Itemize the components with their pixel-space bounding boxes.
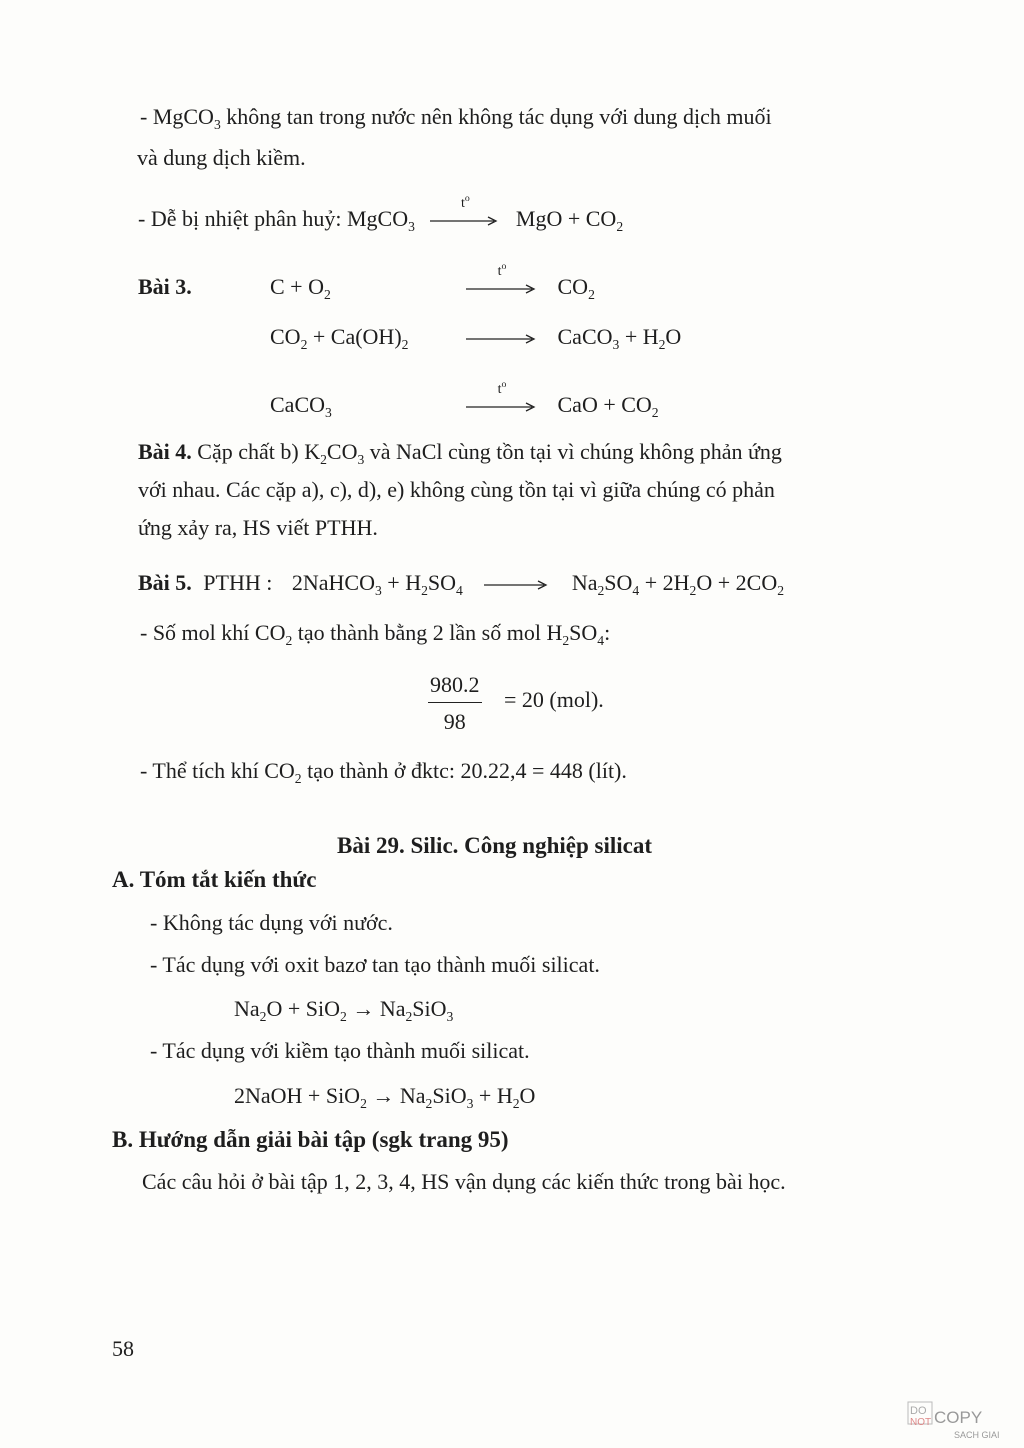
reaction-arrow: $t^o$ (466, 283, 538, 295)
section-title: Bài 29. Silic. Công nghiệp silicat (337, 833, 653, 858)
exercise-label: Bài 3. (138, 274, 192, 299)
paragraph-line: với nhau. Các cặp a), c), d), e) không cùng tồn tại vì giữa chúng có phản (138, 477, 775, 502)
subsection-heading: A. Tóm tắt kiến thức (112, 867, 317, 892)
paragraph-line: - Thể tích khí $CO_2$ tạo thành ở đktc: 20.22,4 = 448 (lít). (140, 758, 627, 786)
reactant: 2NaHCO$_3$ + $H_2SO_4$ (291, 570, 463, 598)
equation-line (138, 570, 785, 598)
equation-arrow-row (466, 261, 595, 302)
product: $Na_2SO_4 + 2H_2O + 2CO_2$ (571, 570, 785, 598)
paragraph-line: ứng xảy ra, HS viết PTHH. (138, 515, 378, 540)
reaction-arrow: $t^o$ (466, 401, 538, 413)
product: $CO_2$ (557, 274, 595, 302)
list-item: - Tác dụng với kiềm tạo thành muối silicat. (150, 1038, 530, 1063)
product: CaO + $CO_2$ (557, 392, 659, 420)
exercise-label: Bài 4. (138, 439, 192, 464)
exercise-label: Bài 5. (138, 570, 192, 595)
watermark-copy: COPY (934, 1408, 983, 1427)
text-line: - MgCO$_3$ không tan trong nước nên không tác dụng với dung dịch muối (140, 104, 772, 132)
product: MgO + $CO_2$ (515, 206, 624, 234)
watermark-brand: SACH GIAI (954, 1430, 1000, 1440)
reactant: - Dễ bị nhiệt phân huỷ: MgCO$_3$ (138, 206, 415, 234)
equation-line: $Na_2O + SiO_2 \to Na_2SiO_3$ (234, 996, 454, 1024)
arrow-label: t (497, 381, 502, 397)
equation-line (138, 193, 624, 234)
text-line: và dung dịch kiềm. (137, 145, 306, 170)
list-item: - Không tác dụng với nước. (150, 910, 393, 935)
paragraph-line: Các câu hỏi ở bài tập 1, 2, 3, 4, HS vận dụng các kiến thức trong bài học. (142, 1169, 786, 1194)
reactant: $C + O_2$ (270, 274, 331, 302)
equation-line: 2NaOH + $SiO_2 \to Na_2SiO_3 + H_2O$ (234, 1083, 536, 1111)
reactant: $CO_2 + Ca(OH)_2$ (270, 324, 409, 352)
arrow-label: t (461, 195, 465, 211)
fraction-denominator: 98 (443, 709, 466, 734)
fraction-numerator: 980.2 (428, 672, 482, 703)
reaction-arrow (484, 579, 550, 591)
page-number: 58 (112, 1336, 134, 1361)
arrow-label: t (497, 263, 502, 279)
equation-arrow-row (466, 324, 682, 352)
fraction (428, 672, 482, 735)
watermark-not: NOT (910, 1417, 932, 1428)
reaction-arrow (466, 333, 538, 345)
paragraph-line (138, 439, 782, 467)
subsection-heading: B. Hướng dẫn giải bài tập (sgk trang 95) (112, 1127, 509, 1152)
reaction-arrow: $t^o$ (430, 215, 500, 227)
paragraph-text: Cặp chất b) $K_2CO_3$ và NaCl cùng tồn tại vì chúng không phản ứng (197, 439, 782, 467)
watermark-do: DO (910, 1405, 927, 1417)
product: CaCO$_3$ + $H_2O$ (557, 324, 682, 352)
list-item: - Tác dụng với oxit bazơ tan tạo thành muối silicat. (150, 952, 600, 977)
equation-prefix: PTHH : (203, 570, 273, 595)
equation-arrow-row (466, 379, 659, 420)
fraction-result: = 20 (mol). (504, 687, 604, 712)
watermark-logo (906, 1400, 1006, 1442)
paragraph-line: - Số mol khí $CO_2$ tạo thành bằng 2 lần số mol $H_2SO_4$: (140, 620, 611, 648)
reactant: CaCO$_3$ (270, 392, 332, 420)
